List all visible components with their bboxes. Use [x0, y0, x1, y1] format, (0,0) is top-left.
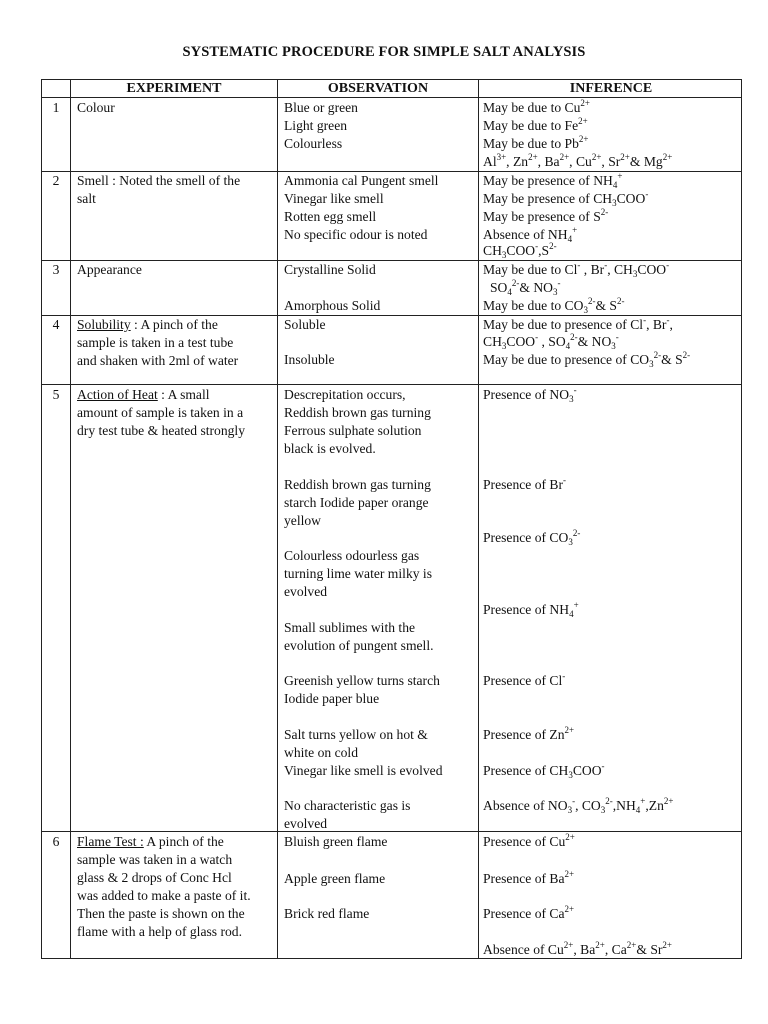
inference-text: May be presence of $S^{2-}$ — [483, 207, 609, 224]
row-divider — [42, 831, 741, 832]
experiment-text: Action of Heat : A small — [77, 387, 210, 402]
salt-analysis-table — [41, 79, 742, 959]
experiment-text: sample is taken in a test tube — [77, 335, 234, 350]
row-number: 2 — [52, 173, 60, 188]
observation-text: Reddish brown gas turning — [284, 477, 431, 492]
experiment-text: was added to make a paste of it. — [77, 888, 251, 903]
experiment-text: Solubility : A pinch of the — [77, 317, 218, 332]
experiment-text: amount of sample is taken in a — [77, 405, 244, 420]
observation-text: Soluble — [284, 317, 326, 332]
observation-text: Ferrous sulphate solution — [284, 423, 422, 438]
experiment-text: sample was taken in a watch — [77, 852, 233, 867]
inference-text: May be due to $Pb^{2+}$ — [483, 134, 589, 151]
observation-text: white on cold — [284, 745, 358, 760]
observation-text: No specific odour is noted — [284, 227, 428, 242]
inference-text: Presence of $NH_4^+$ — [483, 600, 579, 619]
inference-text: May be due to presence of Cl-, Br-, — [483, 315, 673, 332]
observation-text: evolved — [284, 584, 328, 599]
row-number: 1 — [52, 100, 60, 115]
inference-text: Presence of $Ba^{2+}$ — [483, 869, 575, 886]
observation-text: Ammonia cal Pungent smell — [284, 173, 439, 188]
observation-text: Iodide paper blue — [284, 691, 380, 706]
observation-text: Colourless — [284, 136, 343, 151]
experiment-text: Smell : Noted the smell of the — [77, 173, 241, 188]
inference-text: May be presence of $NH_4^+$ — [483, 171, 623, 190]
observation-text: Apple green flame — [284, 871, 386, 886]
inference-text: May be due to Cl- , Br-, $CH_3COO^-$ — [483, 260, 670, 279]
observation-text: Salt turns yellow on hot & — [284, 727, 428, 742]
inference-text: Presence of $Ca^{2+}$ — [483, 904, 575, 921]
row-number: 3 — [52, 262, 60, 277]
inference-text: Presence of Cl- — [483, 671, 566, 688]
inference-text: May be presence of $CH_3COO^-$ — [483, 189, 649, 208]
inference-text: Presence of $CH_3COO^-$ — [483, 761, 605, 780]
header-inference: INFERENCE — [569, 81, 653, 96]
observation-text: Insoluble — [284, 352, 335, 367]
row-number: 5 — [52, 387, 60, 402]
inference-text: $CH_3COO^-$ , $SO_4^{2-}\&$ $NO_3^-$ — [483, 332, 619, 351]
inference-text: $SO_4^{2-}\&$ $NO_3^-$ — [490, 278, 561, 297]
experiment-text: glass & 2 drops of Conc Hcl — [77, 870, 232, 885]
observation-text: starch Iodide paper orange — [284, 495, 429, 510]
observation-text: Vinegar like smell is evolved — [284, 763, 443, 778]
row-divider — [42, 384, 741, 385]
observation-text: Bluish green flame — [284, 834, 388, 849]
observation-text: Rotten egg smell — [284, 209, 377, 224]
inference-text: $Al^{3+}$, $Zn^{2+}$, $Ba^{2+}$, $Cu^{2+}$, $Sr^{2+}\&$ $Mg^{2+}$ — [483, 152, 673, 169]
row-number: 6 — [52, 834, 60, 849]
observation-text: Amorphous Solid — [284, 298, 381, 313]
observation-text: Light green — [284, 118, 348, 133]
inference-text: Absence of $NO_3^-$, $CO_3^{2-},NH_4^+,Zn^{2+}$ — [483, 796, 674, 815]
observation-text: Colourless odourless gas — [284, 548, 420, 563]
experiment-heading: Flame Test : — [77, 834, 144, 849]
column-divider — [478, 80, 479, 958]
experiment-text: Flame Test : A pinch of the — [77, 834, 224, 849]
experiment-text: flame with a help of glass rod. — [77, 924, 242, 939]
experiment-heading: Action of Heat — [77, 387, 158, 402]
experiment-text: dry test tube & heated strongly — [77, 423, 245, 438]
inference-text: Presence of $NO_3^-$ — [483, 385, 577, 404]
row-number: 4 — [52, 317, 60, 332]
column-divider — [277, 80, 278, 958]
observation-text: evolution of pungent smell. — [284, 638, 434, 653]
observation-text: black is evolved. — [284, 441, 376, 456]
observation-text: Descrepitation occurs, — [284, 387, 406, 402]
inference-text: Presence of $Zn^{2+}$ — [483, 725, 575, 742]
inference-text: Absence of $Cu^{2+}$, $Ba^{2+}$, $Ca^{2+}\&$ $Sr^{2+}$ — [483, 940, 672, 957]
inference-text: $CH_3COO^-,S^{2-}$ — [483, 241, 557, 260]
header-experiment: EXPERIMENT — [126, 81, 222, 96]
observation-text: turning lime water milky is — [284, 566, 432, 581]
experiment-text: Colour — [77, 100, 115, 115]
observation-text: Reddish brown gas turning — [284, 405, 431, 420]
inference-text: May be due to presence of $CO_3^{2-}\&$ $S^{2-}$ — [483, 350, 691, 369]
inference-text: Presence of $CO_3^{2-}$ — [483, 528, 581, 547]
observation-text: No characteristic gas is — [284, 798, 411, 813]
observation-text: Brick red flame — [284, 906, 370, 921]
observation-text: Vinegar like smell — [284, 191, 384, 206]
observation-text: evolved — [284, 816, 328, 831]
experiment-heading: Solubility — [77, 317, 131, 332]
observation-text: yellow — [284, 513, 321, 528]
observation-text: Blue or green — [284, 100, 358, 115]
experiment-text: and shaken with 2ml of water — [77, 353, 239, 368]
inference-text: May be due to $CO_3^{2-}\&$ $S^{2-}$ — [483, 296, 625, 315]
inference-text: Presence of Br- — [483, 475, 567, 492]
column-divider — [70, 80, 71, 958]
observation-text: Crystalline Solid — [284, 262, 376, 277]
experiment-text: Then the paste is shown on the — [77, 906, 245, 921]
page-title: SYSTEMATIC PROCEDURE FOR SIMPLE SALT ANALYSIS — [182, 44, 586, 60]
experiment-text: Appearance — [77, 262, 142, 277]
observation-text: Greenish yellow turns starch — [284, 673, 440, 688]
header-observation: OBSERVATION — [327, 81, 429, 96]
observation-text: Small sublimes with the — [284, 620, 416, 635]
inference-text: Absence of $NH_4^+$ — [483, 225, 578, 244]
inference-text: May be due to $Cu^{2+}$ — [483, 98, 590, 115]
inference-text: May be due to $Fe^{2+}$ — [483, 116, 588, 133]
inference-text: Presence of $Cu^{2+}$ — [483, 832, 575, 849]
experiment-text: salt — [77, 191, 96, 206]
